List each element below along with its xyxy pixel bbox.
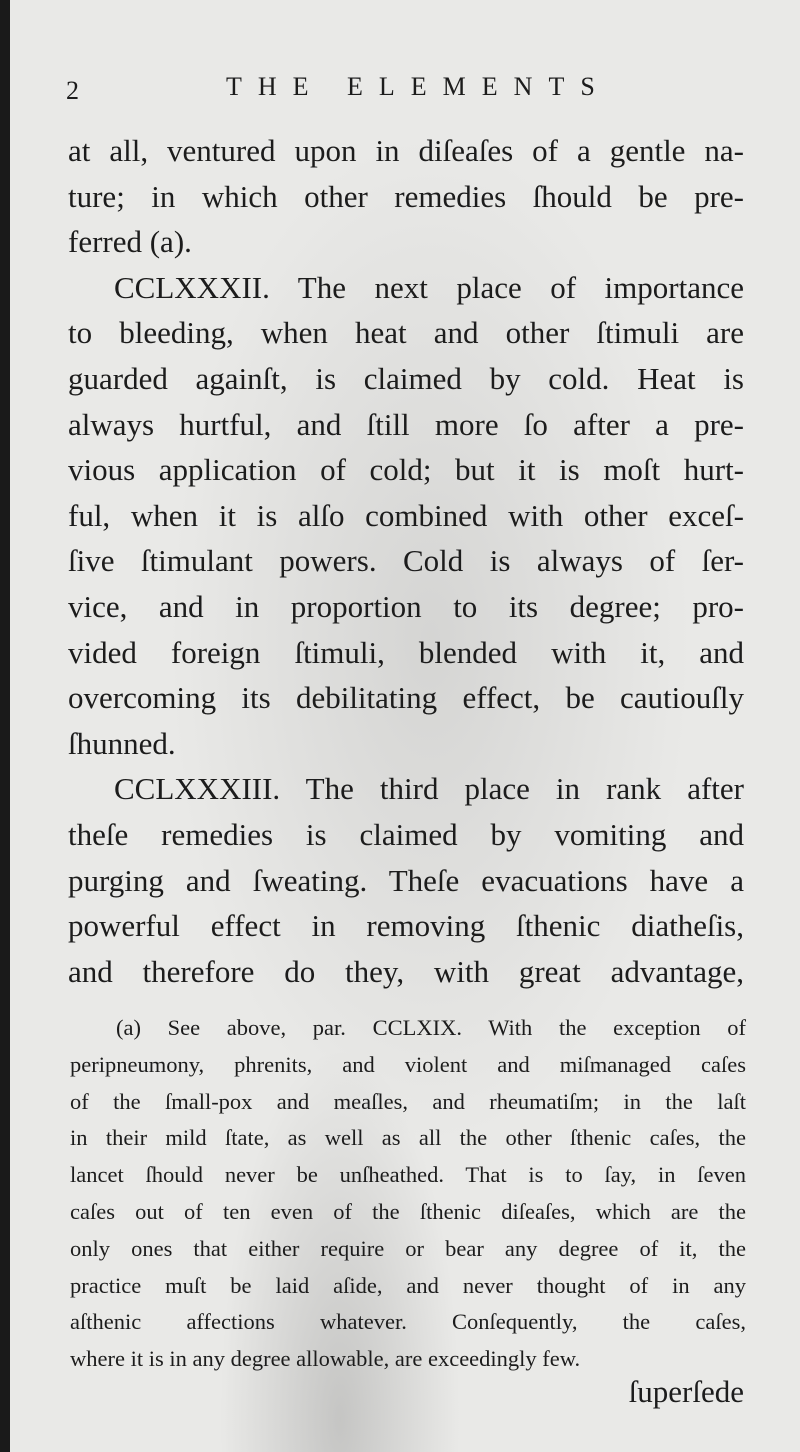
- page-number: 2: [66, 76, 79, 105]
- body-line: theſe remedies is claimed by vomiting and: [68, 816, 744, 852]
- body-line: always hurtful, and ſtill more ſo after a pre-: [68, 406, 744, 442]
- footnote-line: practice muſt be laid aſide, and never thought of in any: [70, 1272, 746, 1298]
- body-line: overcoming its debilitating effect, be cautiouſly: [68, 680, 744, 716]
- footnote-line: (a) See above, par. CCLXIX. With the exception of: [116, 1015, 746, 1040]
- body-line: to bleeding, when heat and other ſtimuli are: [68, 315, 744, 351]
- footnote-line: only ones that either require or bear any degree of it, the: [70, 1235, 746, 1261]
- paragraph-start-cclxxxii: CCLXXXII. The next place of importance: [114, 269, 744, 305]
- body-line: ſhunned.: [68, 725, 176, 761]
- paragraph-start-cclxxxiii: CCLXXXIII. The third place in rank after: [114, 771, 744, 807]
- footnote-line: peripneumony, phrenits, and violent and miſmanaged caſes: [70, 1051, 746, 1077]
- body-line: ful, when it is alſo combined with other exceſ-: [68, 497, 744, 533]
- body-line: purging and ſweating. Theſe evacuations have a: [68, 862, 744, 898]
- footnote-line: aſthenic affections whatever. Conſequently, the caſes,: [70, 1309, 746, 1335]
- book-page: [10, 0, 800, 1452]
- footnote-line: caſes out of ten even of the ſthenic diſeaſes, which are the: [70, 1198, 746, 1224]
- catchword: ſuperſede: [628, 1374, 744, 1409]
- body-line: ture; in which other remedies ſhould be pre-: [68, 178, 744, 214]
- body-line: vious application of cold; but it is moſt hurt-: [68, 452, 744, 488]
- body-line: guarded againſt, is claimed by cold. Heat is: [68, 360, 744, 396]
- body-line: at all, ventured upon in diſeaſes of a gentle na-: [68, 133, 744, 168]
- footnote-line: where it is in any degree allowable, are exceedingly few.: [70, 1346, 581, 1372]
- footnote: [70, 1010, 746, 1378]
- footnote-line: of the ſmall-pox and meaſles, and rheumatiſm; in the laſt: [70, 1088, 746, 1114]
- body-line: vided foreign ſtimuli, blended with it, and: [68, 634, 744, 670]
- body-line: and therefore do they, with great advantage,: [68, 953, 744, 989]
- body-line: powerful effect in removing ſthenic diatheſis,: [68, 908, 744, 944]
- body-line: vice, and in proportion to its degree; pro-: [68, 588, 744, 624]
- body-line: ſive ſtimulant powers. Cold is always of ſer-: [68, 543, 744, 579]
- running-title: THE ELEMENTS: [226, 72, 611, 101]
- body-line: ferred (a).: [68, 224, 192, 260]
- footnote-line: in their mild ſtate, as well as all the other ſthenic caſes, the: [70, 1125, 746, 1151]
- footnote-line: lancet ſhould never be unſheathed. That is to ſay, in ſeven: [70, 1162, 746, 1188]
- body-text: [68, 128, 744, 994]
- running-head: [66, 68, 760, 108]
